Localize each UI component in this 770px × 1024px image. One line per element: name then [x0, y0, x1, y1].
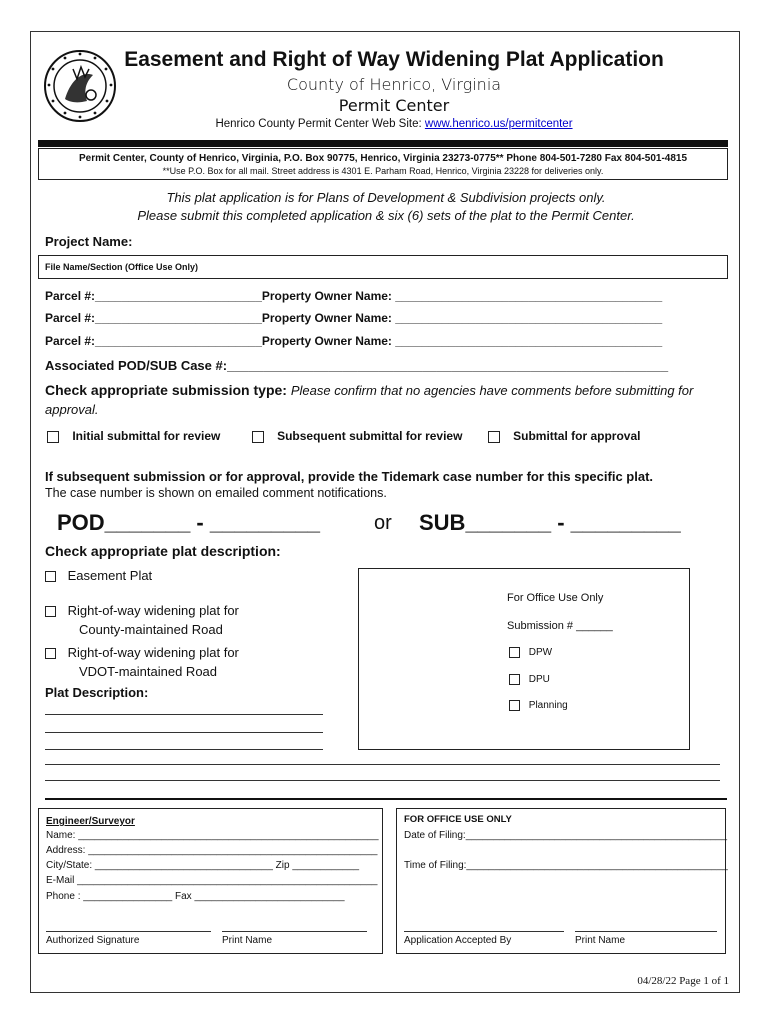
dpw-option — [509, 647, 552, 658]
approval-submittal-checkbox[interactable] — [488, 431, 500, 443]
vdot-road-checkbox[interactable] — [45, 648, 56, 659]
accepted-by-line[interactable] — [404, 931, 564, 932]
planning-label: Planning — [528, 700, 568, 712]
for-office-title: FOR OFFICE USE ONLY — [404, 814, 512, 825]
accepted-by-label: Application Accepted By — [404, 935, 512, 946]
dpu-label: DPU — [528, 674, 550, 686]
intro-line-1: This plat application is for Plans of Development & Subdivision projects only. — [166, 190, 606, 205]
dpw-label: DPW — [528, 647, 553, 659]
print-name-line[interactable] — [222, 931, 367, 932]
submission-options — [47, 429, 640, 443]
signature-line[interactable] — [46, 931, 211, 932]
file-name-label: File Name/Section (Office Use Only) — [45, 262, 199, 272]
plat-description-line-5[interactable] — [45, 780, 720, 781]
address-note: **Use P.O. Box for all mail. Street address is 4301 E. Parham Road, Henrico, Virginia 23228 for deliveries only. — [162, 166, 604, 176]
initial-submittal-label: Initial submittal for review — [72, 429, 221, 443]
parcel-row-2[interactable]: Parcel #:_________________________Property Owner Name: ________________________________________ — [45, 311, 663, 325]
intro-line-2: Please submit this completed application & six (6) sets of the plat to the Permit Center. — [137, 208, 635, 223]
date-of-filing-field[interactable]: Date of Filing:_______________________________________________ — [404, 830, 728, 841]
approval-submittal-label: Submittal for approval — [513, 429, 641, 443]
print-name-label: Print Name — [222, 935, 273, 946]
plat-description-label: Plat Description: — [45, 685, 149, 700]
plat-option-easement — [45, 568, 152, 583]
dpu-option — [509, 674, 550, 685]
plat-description-line-1[interactable] — [45, 714, 323, 715]
submission-number-field[interactable]: Submission # ______ — [507, 620, 613, 632]
pod-case-field[interactable]: POD_______ - _________ — [57, 510, 320, 535]
planning-option — [509, 700, 568, 711]
subsequent-submittal-checkbox[interactable] — [252, 431, 264, 443]
plat-option-vdot — [45, 643, 239, 681]
plat-description-line-3[interactable] — [45, 749, 323, 750]
office-print-name-line[interactable] — [575, 931, 717, 932]
header-divider — [38, 140, 728, 147]
form-title: Easement and Right of Way Widening Plat Application — [124, 48, 664, 71]
address-line: Permit Center, County of Henrico, Virginia, P.O. Box 90775, Henrico, Virginia 23273-0775** Phone 804-501-7280 Fax 804-501-4815 — [78, 153, 688, 164]
parcel-row-1[interactable]: Parcel #:_________________________Property Owner Name: ________________________________________ — [45, 289, 663, 303]
tidemark-note: The case number is shown on emailed comment notifications. — [45, 486, 387, 500]
plat-description-line-4[interactable] — [45, 764, 720, 765]
engineer-box — [38, 808, 383, 954]
plat-heading: Check appropriate plat description: — [45, 543, 281, 559]
county-road-label-1: Right-of-way widening plat for — [67, 603, 239, 618]
engineer-name-field[interactable]: Name: ______________________________________________________ — [46, 830, 379, 841]
office-use-box — [358, 568, 690, 750]
vdot-road-label-2: VDOT-maintained Road — [79, 664, 218, 679]
project-name-label: Project Name: — [45, 234, 133, 249]
tidemark-instruction: If subsequent submission or for approval, provide the Tidemark case number for this specific plat. — [45, 469, 654, 484]
section-divider — [45, 798, 727, 800]
website-line — [31, 118, 741, 130]
engineer-title: Engineer/Surveyor — [46, 816, 135, 827]
easement-plat-label: Easement Plat — [67, 568, 153, 583]
county-road-label-2: County-maintained Road — [79, 622, 223, 637]
sub-case-field[interactable]: SUB_______ - _________ — [419, 510, 681, 535]
submission-note: Please confirm that no agencies have comments before submitting for approval. — [45, 383, 694, 417]
submission-heading: Check appropriate submission type: — [45, 382, 287, 398]
associated-case-field[interactable]: Associated POD/SUB Case #:_____________________________________________________________ — [45, 358, 669, 373]
or-label: or — [374, 512, 392, 534]
engineer-phone-field[interactable]: Phone : ________________ Fax ___________________________ — [46, 891, 345, 902]
time-of-filing-field[interactable]: Time of Filing:_______________________________________________ — [404, 860, 728, 871]
office-use-title: For Office Use Only — [507, 592, 604, 604]
dpu-checkbox[interactable] — [509, 674, 520, 685]
website-label: Henrico County Permit Center Web Site: — [215, 118, 425, 130]
vdot-road-label-1: Right-of-way widening plat for — [67, 645, 239, 660]
website-link[interactable]: www.henrico.us/permitcenter — [424, 118, 573, 130]
center-name: Permit Center — [338, 96, 450, 115]
easement-plat-checkbox[interactable] — [45, 571, 56, 582]
engineer-email-field[interactable]: E-Mail ______________________________________________________ — [46, 875, 378, 886]
address-box — [38, 148, 728, 180]
plat-option-county — [45, 601, 239, 639]
subsequent-submittal-label: Subsequent submittal for review — [277, 429, 463, 443]
county-road-checkbox[interactable] — [45, 606, 56, 617]
engineer-address-field[interactable]: Address: ____________________________________________________ — [46, 845, 378, 856]
file-name-field[interactable] — [38, 255, 728, 279]
submission-type-block — [45, 381, 735, 419]
initial-submittal-checkbox[interactable] — [47, 431, 59, 443]
dpw-checkbox[interactable] — [509, 647, 520, 658]
signature-label: Authorized Signature — [46, 935, 140, 946]
office-print-name-label: Print Name — [575, 935, 626, 946]
planning-checkbox[interactable] — [509, 700, 520, 711]
engineer-city-field[interactable]: City/State: ________________________________ Zip ____________ — [46, 860, 360, 871]
parcel-row-3[interactable]: Parcel #:_________________________Property Owner Name: ________________________________________ — [45, 334, 663, 348]
county-name: County of Henrico, Virginia — [286, 75, 502, 94]
page-footer: 04/28/22 Page 1 of 1 — [637, 975, 729, 987]
plat-description-line-2[interactable] — [45, 732, 323, 733]
for-office-box — [396, 808, 726, 954]
form-page — [30, 31, 740, 993]
